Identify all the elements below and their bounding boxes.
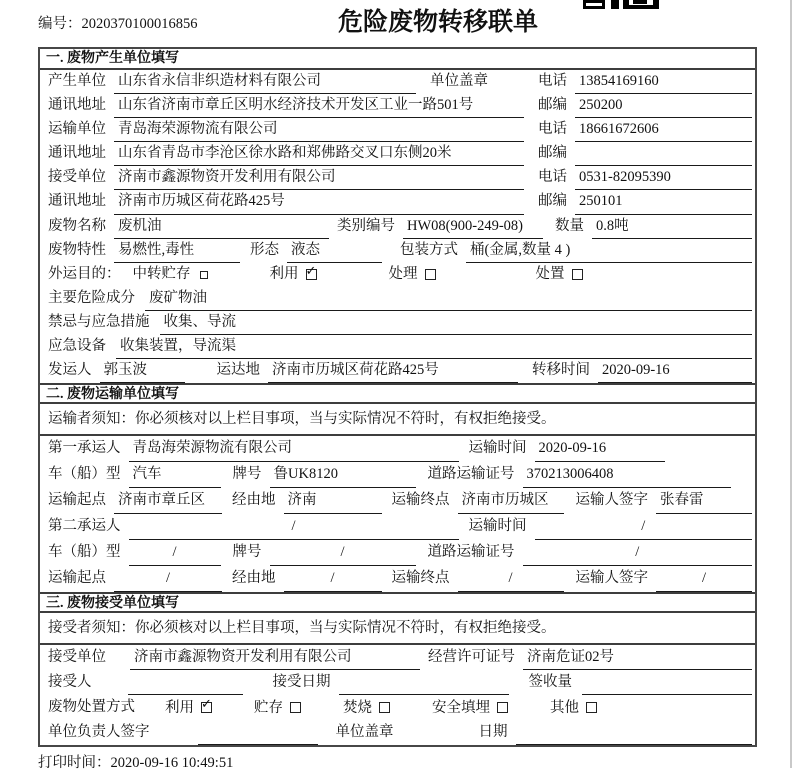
treat-checkbox-icon [425,269,436,280]
section-transporter-heading: 二. 废物运输单位填写 [40,383,755,404]
carrier2-value: / [129,514,459,540]
producer-addr-label: 通讯地址 [48,97,106,114]
disposal-other-checkbox-icon [586,702,597,713]
sign-date-label: 日期 [478,724,508,741]
category-label: 类别编号 [337,217,395,234]
spacer [731,462,753,488]
head-sign-value [198,720,318,745]
waste-name-value: 废机油 [114,215,329,239]
print-time-value: 2020-09-16 10:49:51 [110,755,234,771]
sign2-label: 运输人签字 [575,570,648,587]
permit-value: 济南危证02号 [523,645,752,670]
row-receiver-unit [40,166,755,190]
receiver-notice: 接受者须知：你必须核对以上栏目事项，当与实际情况不符时，有权拒绝接受。 [40,613,755,645]
row-receiver-address [40,190,755,214]
purpose-dispose-label: 处置 [535,266,565,283]
time1-value: 2020-09-16 [535,436,665,462]
origin1-value: 济南市章丘区 [114,488,222,514]
receiver-tel-label: 电话 [538,169,567,186]
license2-label: 道路运输证号 [427,544,515,561]
origin1-label: 运输起点 [48,492,106,509]
row-consignor [40,359,755,383]
transporter-unit-value: 青岛海荣源物流有限公司 [114,118,524,142]
receiving-unit-label: 接受单位 [48,649,106,666]
carrier2-label: 第二承运人 [48,518,121,535]
receiver-seal-label: 单位盖章 [335,724,394,741]
row-transporter-address [40,142,755,166]
sign2-value: / [656,566,752,592]
receiver-addr-label: 通讯地址 [48,193,106,210]
row-producer-unit [40,70,755,94]
producer-zip-group [538,94,752,118]
receiver-tel-value: 0531-82095390 [575,166,752,190]
disposal-option-store [254,695,301,720]
disposal-utilize-checked-checkbox-icon [201,702,212,713]
producer-phone-group [538,70,752,94]
row-vehicle-1 [40,462,755,488]
license1-label: 道路运输证号 [427,466,515,483]
purpose-option-treat [389,263,436,287]
spacer [665,436,753,462]
carrier1-label: 第一承运人 [48,440,121,457]
taboo-value: 收集、导流 [160,311,753,335]
qr-block [583,0,605,9]
waste-name-label: 废物名称 [48,217,106,234]
disposal-landfill-label: 安全填埋 [432,699,490,716]
row-hazard-component [40,287,755,311]
row-transfer-purpose [40,263,755,287]
section-receiver [40,592,755,745]
transporter-tel-value: 18661672606 [575,118,752,142]
producer-zip-value: 250200 [575,94,752,118]
end1-value: 济南市历城区 [458,488,564,514]
person-value [128,670,243,695]
amount-label: 签收量 [528,674,572,691]
sign-date-value [516,720,753,745]
receiver-zip-value: 250101 [575,190,752,214]
transporter-unit-label: 运输单位 [48,121,106,138]
plate1-label: 牌号 [232,466,262,483]
disposal-store-label: 贮存 [254,699,283,716]
row-second-carrier [40,514,755,540]
row-taboo-measures [40,311,755,335]
time2-value: / [535,514,753,540]
amount-value [582,670,752,695]
transporter-zip-group [538,142,752,166]
row-head-signature [40,720,755,745]
row-waste-name [40,215,755,239]
purpose-treat-label: 处理 [388,266,418,283]
form-serial [38,12,198,33]
sign1-value: 张春雷 [656,488,752,514]
receive-date-label: 接受日期 [272,674,331,691]
form-serial-label: 编号： [38,16,82,32]
row-disposal-method [40,695,755,720]
producer-tel-value: 13854169160 [575,70,752,94]
receiver-unit-value: 济南市鑫源物资开发利用有限公司 [114,166,524,190]
row-first-carrier [40,436,755,462]
character-value: 易燃性,毒性 [114,239,240,263]
purpose-label: 外运目的： [48,265,121,282]
via2-label: 经由地 [232,570,276,587]
license2-value: / [523,540,753,566]
time1-label: 运输时间 [468,440,527,457]
page-title: 危险废物转移联单 [337,9,539,36]
row-receiving-person [40,670,755,695]
qr-block [653,0,659,9]
receiver-zip-label: 邮编 [538,193,567,210]
disposal-utilize-label: 利用 [165,699,194,716]
disposal-option-landfill [432,695,508,720]
vehicle2-label: 车（船）型 [48,544,121,561]
producer-zip-label: 邮编 [538,97,567,114]
disposal-incinerate-label: 焚烧 [343,699,372,716]
transporter-phone-group [538,118,752,142]
producer-addr-value: 山东省济南市章丘区明水经济技术开发区工业一路501号 [114,94,524,118]
row-route-1 [40,488,755,514]
qr-block [611,0,619,9]
vehicle1-value: 汽车 [129,462,221,488]
qr-code-fragment [583,0,663,10]
qr-block [623,5,657,9]
transporter-zip-label: 邮编 [538,145,567,162]
purpose-option-transfer-storage [133,263,208,287]
purpose-option-dispose [536,263,583,287]
qr-block [633,0,647,4]
scan-page-edge [790,0,792,768]
consignor-label: 发运人 [48,362,92,379]
receiver-addr-value: 济南市历城区荷花路425号 [114,190,524,214]
permit-label: 经营许可证号 [428,649,515,666]
section-producer [40,49,755,383]
row-transporter-unit [40,118,755,142]
origin2-value: / [114,566,222,592]
row-waste-character [40,239,755,263]
utilize-checked-checkbox-icon [306,269,317,280]
disposal-store-checkbox-icon [290,702,301,713]
form-serial-value: 2020370100016856 [81,16,198,32]
form-value: 液态 [287,239,382,263]
unit-seal-label: 单位盖章 [430,73,488,89]
producer-unit-label: 产生单位 [48,73,106,89]
disposal-label: 废物处置方式 [48,699,135,716]
disposal-landfill-checkbox-icon [497,702,508,713]
sign1-label: 运输人签字 [575,492,648,509]
disposal-other-label: 其他 [550,699,579,716]
consignor-value: 郭玉波 [100,359,185,383]
print-time [38,751,233,772]
disposal-option-other [550,695,597,720]
plate1-value: 鲁UK8120 [270,462,416,488]
equipment-value: 收集装置，导流渠 [116,335,752,359]
packing-value: 桶(金属,数量 4 ) [466,239,752,263]
quantity-label: 数量 [555,217,584,234]
end2-label: 运输终点 [391,570,450,587]
transporter-addr-label: 通讯地址 [48,145,106,162]
purpose-option-utilize [270,263,317,287]
person-label: 接受人 [48,674,92,691]
receiving-unit-value: 济南市鑫源物资开发利用有限公司 [130,645,420,670]
transfer-storage-checkbox-icon [200,271,208,279]
via1-label: 经由地 [232,492,276,509]
receiver-phone-group [538,166,752,190]
transfer-date-value: 2020-09-16 [598,359,752,383]
end1-label: 运输终点 [391,492,450,509]
row-route-2 [40,566,755,592]
via1-value: 济南 [284,488,382,514]
license1-value: 370213006408 [523,462,731,488]
via2-value: / [284,566,382,592]
hazard-label: 主要危险成分 [48,289,135,306]
hazard-value: 废矿物油 [145,287,752,311]
spacer [488,70,538,94]
row-vehicle-2 [40,540,755,566]
dispose-checkbox-icon [572,269,583,280]
form-label: 形态 [250,241,279,258]
row-producer-address [40,94,755,118]
section-receiver-heading: 三. 废物接受单位填写 [40,592,755,613]
destination-value: 济南市历城区荷花路425号 [268,359,518,383]
section-transporter [40,383,755,592]
vehicle2-value: / [129,540,221,566]
equipment-label: 应急设备 [48,338,106,355]
category-value: HW08(900-249-08) [403,215,543,239]
transfer-date-label: 转移时间 [532,362,590,379]
destination-label: 运达地 [216,362,260,379]
vehicle1-label: 车（船）型 [48,466,121,483]
producer-tel-label: 电话 [538,73,567,89]
transporter-notice: 运输者须知：你必须核对以上栏目事项，当与实际情况不符时，有权拒绝接受。 [40,404,755,436]
transporter-tel-label: 电话 [538,121,567,138]
producer-unit-value: 山东省永信非织造材料有限公司 [114,70,416,94]
transporter-zip-value [575,142,752,166]
time2-label: 运输时间 [468,518,527,535]
purpose-utilize-label: 利用 [269,266,299,283]
purpose-transfer-storage-label: 中转贮存 [132,266,191,283]
receive-date-value [339,670,509,695]
plate2-value: / [270,540,416,566]
transporter-addr-value: 山东省青岛市李沧区徐水路和郑佛路交叉口东侧20米 [114,142,524,166]
receiver-zip-group [538,190,752,214]
plate2-label: 牌号 [232,544,262,561]
disposal-option-incinerate [343,695,390,720]
quantity-value: 0.8吨 [592,215,752,239]
packing-label: 包装方式 [400,241,458,258]
row-emergency-equipment [40,335,755,359]
taboo-label: 禁忌与应急措施 [48,313,150,330]
disposal-option-utilize [165,695,212,720]
section-producer-heading: 一. 废物产生单位填写 [40,49,755,70]
receiver-unit-label: 接受单位 [48,169,106,186]
row-receiving-unit [40,645,755,670]
character-label: 废物特性 [48,241,106,258]
end2-value: / [458,566,564,592]
manifest-form [38,47,757,747]
head-sign-label: 单位负责人签字 [48,724,150,741]
origin2-label: 运输起点 [48,570,106,587]
disposal-incinerate-checkbox-icon [379,702,390,713]
print-time-label: 打印时间： [38,755,111,771]
spacer [394,720,479,745]
carrier1-value: 青岛海荣源物流有限公司 [129,436,459,462]
